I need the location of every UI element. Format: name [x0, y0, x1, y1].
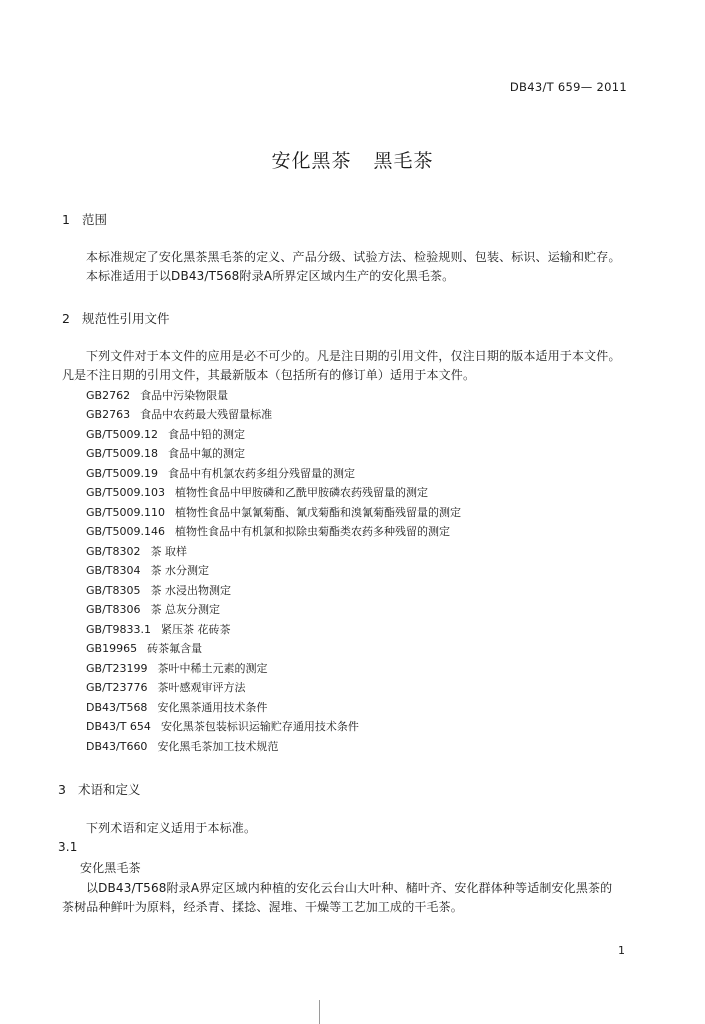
- reference-title: 食品中农药最大残留量标准: [140, 408, 273, 421]
- paragraph: 茶树品种鲜叶为原料，经杀青、揉捻、渥堆、干燥等工艺加工成的干毛茶。: [62, 900, 463, 914]
- paragraph: 本标准规定了安化黑茶黑毛茶的定义、产品分级、试验方法、检验规则、包装、标识、运输和贮存。: [86, 250, 621, 264]
- reference-title: 砖茶氟含量: [147, 642, 203, 655]
- title-part1: 安化黑茶: [271, 150, 352, 172]
- reference-item: [86, 640, 202, 656]
- title-part2: 黑毛茶: [373, 150, 434, 172]
- term-name: 安化黑毛茶: [80, 861, 141, 875]
- reference-item: [86, 601, 220, 617]
- section-title: 范围: [82, 212, 108, 227]
- reference-code: DB43/T568: [86, 701, 148, 714]
- reference-title: 安化黑茶通用技术条件: [157, 701, 268, 714]
- paragraph: 以DB43/T568附录A界定区域内种植的安化云台山大叶种、槠叶齐、安化群体种等适制安化黑茶的: [86, 881, 613, 895]
- reference-item: [86, 621, 231, 637]
- reference-code: GB/T8304: [86, 564, 141, 577]
- reference-code: GB/T5009.103: [86, 486, 165, 499]
- reference-item: [86, 406, 272, 422]
- section-title: 规范性引用文件: [82, 311, 170, 326]
- reference-title: 茶 水分测定: [150, 564, 209, 577]
- reference-title: 食品中氟的测定: [167, 447, 245, 460]
- reference-title: 植物性食品中氯氰菊酯、氰戊菊酯和溴氰菊酯残留量的测定: [174, 506, 461, 519]
- reference-title: 茶 取样: [150, 545, 187, 558]
- reference-title: 食品中有机氯农药多组分残留量的测定: [167, 467, 355, 480]
- paragraph: 下列术语和定义适用于本标准。: [86, 821, 257, 835]
- section-number: 2: [62, 311, 70, 326]
- reference-code: DB43/T 654: [86, 720, 151, 733]
- section-number: 3: [58, 782, 66, 797]
- reference-item: [86, 445, 245, 461]
- reference-item: [86, 523, 450, 539]
- paragraph: 本标准适用于以DB43/T568附录A所界定区域内生产的安化黑毛茶。: [86, 269, 455, 283]
- document-id: DB43/T 659— 2011: [509, 80, 627, 94]
- reference-item: [86, 465, 355, 481]
- reference-code: GB/T5009.19: [86, 467, 158, 480]
- section-heading-2: [62, 309, 170, 327]
- reference-code: GB/T8305: [86, 584, 141, 597]
- reference-code: GB/T8302: [86, 545, 141, 558]
- reference-code: DB43/T660: [86, 740, 148, 753]
- term-number: 3.1: [58, 840, 78, 854]
- reference-code: GB19965: [86, 642, 138, 655]
- reference-code: GB/T8306: [86, 603, 141, 616]
- paragraph: 凡是不注日期的引用文件，其最新版本（包括所有的修订单）适用于本文件。: [62, 368, 476, 382]
- reference-code: GB/T5009.18: [86, 447, 158, 460]
- section-heading-3: [58, 780, 141, 798]
- reference-item: [86, 582, 231, 598]
- reference-title: 安化黑毛茶加工技术规范: [157, 740, 279, 753]
- reference-item: [86, 679, 246, 695]
- section-heading-1: [62, 210, 107, 228]
- reference-title: 紧压茶 花砖茶: [161, 623, 231, 636]
- section-number: 1: [62, 212, 70, 227]
- reference-item: [86, 738, 278, 754]
- reference-item: [86, 387, 228, 403]
- reference-code: GB/T5009.12: [86, 428, 158, 441]
- reference-title: 植物性食品中甲胺磷和乙酰甲胺磷农药残留量的测定: [174, 486, 428, 499]
- reference-code: GB/T5009.146: [86, 525, 165, 538]
- reference-item: [86, 718, 359, 734]
- reference-title: 茶 总灰分测定: [150, 603, 220, 616]
- reference-item: [86, 504, 461, 520]
- reference-item: [86, 660, 268, 676]
- reference-code: GB2762: [86, 389, 131, 402]
- reference-title: 茶叶中稀土元素的测定: [157, 662, 268, 675]
- reference-title: 植物性食品中有机氯和拟除虫菊酯类农药多种残留的测定: [174, 525, 450, 538]
- reference-title: 食品中铅的测定: [167, 428, 245, 441]
- reference-code: GB/T23776: [86, 681, 148, 694]
- reference-item: [86, 562, 209, 578]
- reference-item: [86, 543, 187, 559]
- section-title: 术语和定义: [78, 782, 141, 797]
- reference-title: 安化黑茶包装标识运输贮存通用技术条件: [160, 720, 359, 733]
- scan-fold-line: [319, 1000, 320, 1024]
- reference-title: 茶 水浸出物测定: [150, 584, 231, 597]
- reference-item: [86, 426, 245, 442]
- paragraph: 下列文件对于本文件的应用是必不可少的。凡是注日期的引用文件，仅注日期的版本适用于本文件。: [86, 349, 621, 363]
- page-title: [0, 146, 705, 173]
- reference-item: [86, 484, 428, 500]
- reference-title: 食品中污染物限量: [140, 389, 229, 402]
- reference-code: GB/T5009.110: [86, 506, 165, 519]
- reference-code: GB/T23199: [86, 662, 148, 675]
- reference-code: GB/T9833.1: [86, 623, 151, 636]
- reference-code: GB2763: [86, 408, 131, 421]
- reference-title: 茶叶感观审评方法: [157, 681, 246, 694]
- page-number: 1: [618, 944, 625, 957]
- reference-item: [86, 699, 267, 715]
